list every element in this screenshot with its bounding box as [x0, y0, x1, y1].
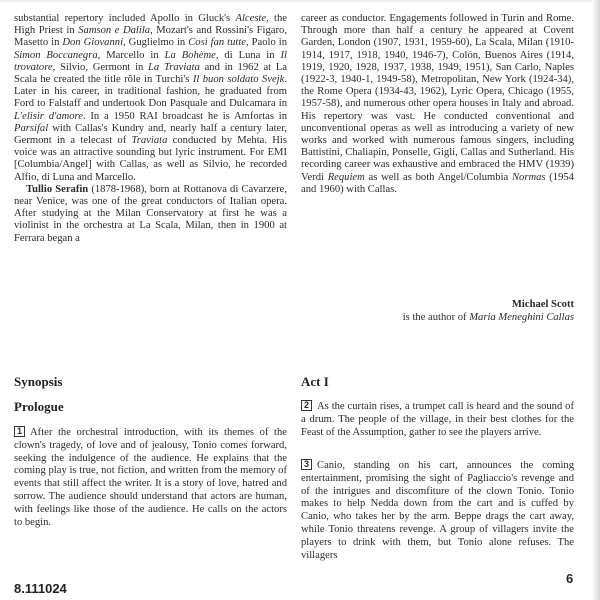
page-right-shadow	[592, 0, 600, 600]
author-signature	[403, 298, 574, 324]
biography-left-column	[14, 13, 287, 245]
serafin-biography-paragraph: Tullio Serafin (1878-1968), born at Rottanova di Cavarzere, near Venice, was one of the great conductors of Italian opera. After studying at the Milan Conservatory at first he was a violinist in the orchestra at La Scala, Milan, then in 1900 at Ferrara began a	[14, 183, 287, 244]
synopsis-heading: Synopsis	[14, 374, 63, 389]
track-number-badge: 2	[301, 400, 312, 411]
prologue-heading: Prologue	[14, 399, 64, 414]
serafin-biography-continued: career as conductor. Engagements followed in Turin and Rome. Through more than half a century he appeared at Covent Garden, London (1907, 1931, 1959-60), La Scala, Milan (1910-1914, 1917, 1918, 1940, 1946-7), Colón, Buenos Aires (1914, 1919, 1920, 1928, 1937, 1938, 1949, 1951), San Carlo, Naples (1922-3, 1940-1, 1949-58), Metropolitan, New York (1924-34), the Rome Opera (1934-43, 1962), Lyric Opera, Chicago (1955, 1957-58), and numerous other opera houses in Italy and abroad. His repertory was vast. He conducted conventional and unconventional operas as well as introducing a variety of new works and worked with numerous famous singers, including Battistini, Chaliapin, Ponselle, Gigli, Callas and Sutherland. His recording career was exhaustive and embraced the HMV (1939) Verdi Requiem as well as both Angel/Columbia Normas (1954 and 1960) with Callas.	[301, 13, 574, 195]
baritone-biography-paragraph: substantial repertory included Apollo in Gluck's Alceste, the High Priest in Samson e Dalila, Mozart's and Rossini's Figaro, Masetto in Don Giovanni, Guglielmo in Così fan tutte, Paolo in Simon Boccanegra, Marcello in La Bohème, di Luna in Il trovatore, Silvio, Germont in La Traviata and in 1962 at La Scala he created the title rôle in Turchi's Il buon soldato Svejk. Later in his career, in traditional fashion, he graduated from Ford to Falstaff and undertook Don Pasquale and Dulcamara in L'elisir d'amore. In a 1950 RAI broadcast he is Amfortas in Parsifal with Callas's Kundry and, nearly half a century later, Germont in a telecast of Traviata conducted by Mehta. His voice was an attractive sounding but lyric instrument. For EMI [Columbia/Angel] with Callas, as well as Silvio, he recorded Alfio, di Luna and Marcello.	[14, 13, 288, 183]
serafin-name: Tullio Serafin	[26, 183, 89, 195]
synopsis-section-3: 3 Canio, standing on his cart, announces the coming entertainment, promising the sight of Pagliaccio's revenge and of the intrigues and discomfiture of the clown Tonio. Tonio makes to help Nedda down from the cart and is cuffed by Canio, who takes her by the arm. Beppe drags the cart away, while Tonio threatens revenge. A group of villagers invite the players to drink with them, but Tonio alone refuses. The villagers	[301, 459, 574, 561]
synopsis-section-2: 2 As the curtain rises, a trumpet call is heard and the sound of a drum. The people of the village, in their best clothes for the Feast of the Assumption, gather to see the players arrive.	[301, 400, 574, 438]
page-top-shadow	[0, 0, 600, 3]
author-credit: is the author of Maria Meneghini Callas	[402, 312, 574, 323]
track-number-badge: 1	[14, 426, 25, 437]
synopsis-section-1: 1 After the orchestral introduction, with its themes of the clown's tragedy, of love and of jealousy, Tonio comes forward, seeking the indulgence of the audience. He explains that the coming play is true, not fiction, and written from the memory of events that still affect the writer. It is a story of love, hatred and sorrow. The audience should understand that actors are human, with feelings like those of the audience. He calls on the actors to begin.	[14, 426, 287, 528]
biography-right-column	[301, 13, 574, 196]
catalog-number: 8.111024	[14, 581, 67, 596]
track-number-badge: 3	[301, 459, 312, 470]
author-name: Michael Scott	[511, 299, 574, 310]
page-number: 6	[566, 571, 574, 586]
act-1-heading: Act I	[301, 374, 329, 389]
